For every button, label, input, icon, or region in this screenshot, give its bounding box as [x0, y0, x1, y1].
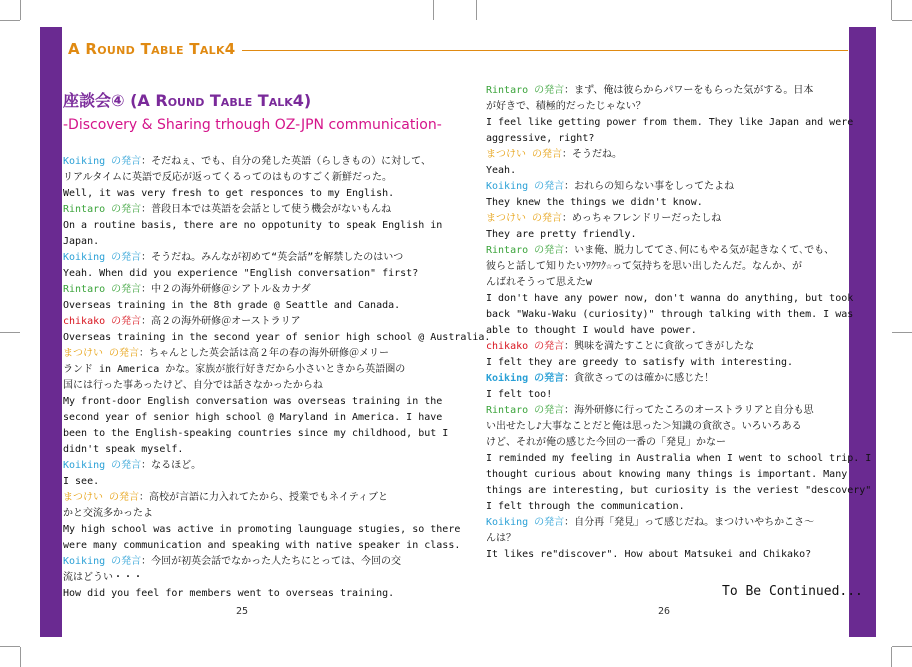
- dialogue-speaker-line: [486, 403, 846, 419]
- dialogue-text: back "Waku-Waku (curiosity)" through talking with them. I was: [486, 309, 854, 320]
- dialogue-line: [486, 323, 846, 339]
- crop-mark: [0, 332, 20, 333]
- dialogue-text: aggressive, right?: [486, 133, 595, 144]
- dialogue-line: [486, 195, 846, 211]
- dialogue-line: [63, 330, 491, 346]
- speaker-label: Koiking の発言: [63, 460, 142, 471]
- speaker-label: Koiking の発言: [63, 156, 142, 167]
- dialogue-line: [486, 531, 846, 547]
- speaker-label: Rintaro の発言: [63, 284, 142, 295]
- dialogue-line: [63, 298, 433, 314]
- crop-mark: [892, 332, 912, 333]
- page-number-right: 26: [658, 606, 671, 617]
- dialogue-text: I don't have any power now, don't wanna do anything, but took: [486, 293, 854, 304]
- dialogue-line: [63, 170, 433, 186]
- dialogue-text: thought curious about knowing many things is important. Many: [486, 469, 848, 480]
- crop-mark: [891, 0, 892, 20]
- speaker-label: Rintaro の発言: [486, 405, 565, 416]
- dialogue-text: ：ちゃんとした英会話は高２年の春の海外研修＠メリー: [139, 348, 390, 359]
- dialogue-line: [63, 586, 433, 602]
- dialogue-text: ：そだねぇ、でも、自分の発した英語（らしきもの）に対して、: [141, 156, 431, 167]
- dialogue-line: [486, 451, 872, 467]
- dialogue-text: I see.: [63, 476, 100, 487]
- dialogue-text: ：興味を満たすことに貪欲ってきがしたな: [564, 341, 755, 352]
- dialogue-text: My front-door English conversation was overseas training in the: [63, 396, 443, 407]
- dialogue-line: [486, 355, 846, 371]
- dialogue-line: [486, 291, 854, 307]
- dialogue-speaker-line: [63, 202, 433, 218]
- dialogue-line: [63, 218, 443, 234]
- dialogue-text: ：海外研修に行ってたころのオーストラリアと自分も思: [564, 405, 814, 416]
- dialogue-speaker-line: [486, 371, 846, 387]
- speaker-label: Koiking の発言: [486, 373, 565, 384]
- left-page-side-bar: [40, 27, 62, 637]
- dialogue-speaker-line: [63, 458, 433, 474]
- left-page-text: [63, 154, 491, 602]
- dialogue-speaker-line: [63, 154, 433, 170]
- crop-mark: [892, 20, 912, 21]
- dialogue-text: 国には行った事あったけど、自分では話さなかったからね: [63, 380, 323, 391]
- dialogue-line: [63, 378, 433, 394]
- dialogue-speaker-line: [63, 554, 433, 570]
- section-heading: 座談会④ (A Round Table Talk4): [63, 91, 312, 110]
- crop-mark: [0, 20, 20, 21]
- dialogue-text: Overseas training in the second year of senior high school @ Australia.: [63, 332, 491, 343]
- dialogue-speaker-line: [486, 243, 846, 259]
- dialogue-text: ：自分再「発見」って感じだね。まつけいやちかこさ～: [564, 517, 815, 528]
- dialogue-text: 流はどうい・・・: [63, 572, 143, 583]
- dialogue-text: んは？: [486, 533, 516, 544]
- dialogue-text: ：普段日本では英語を会話として使う機会がないもんね: [141, 204, 392, 215]
- dialogue-line: [63, 538, 461, 554]
- dialogue-text: ：中２の海外研修＠シアトル＆カナダ: [141, 284, 311, 295]
- dialogue-speaker-line: [63, 490, 433, 506]
- dialogue-line: [486, 99, 846, 115]
- dialogue-text: They knew the things we didn't know.: [486, 197, 703, 208]
- dialogue-text: Well, it was very fresh to get responces to my English.: [63, 188, 395, 199]
- speaker-label: まつけい の発言: [486, 213, 563, 224]
- speaker-label: Rintaro の発言: [486, 85, 565, 96]
- dialogue-text: Japan.: [63, 236, 100, 247]
- page-number-left: 25: [236, 606, 249, 617]
- dialogue-text: けど、それが俺の感じた今回の一番の「発見」かなー: [486, 437, 726, 448]
- dialogue-speaker-line: [63, 346, 433, 362]
- dialogue-line: [63, 410, 443, 426]
- speaker-label: まつけい の発言: [486, 149, 563, 160]
- dialogue-text: How did you feel for members went to overseas training.: [63, 588, 395, 599]
- dialogue-speaker-line: [63, 282, 433, 298]
- dialogue-text: My high school was active in promoting launguage stugies, so there: [63, 524, 461, 535]
- dialogue-line: [63, 570, 433, 586]
- dialogue-text: I felt too!: [486, 389, 553, 400]
- dialogue-text: I reminded my feeling in Australia when I went to school trip. I: [486, 453, 872, 464]
- speaker-label: まつけい の発言: [63, 348, 140, 359]
- dialogue-text: ：貪欲さってのは確かに感じた！: [564, 373, 715, 384]
- dialogue-text: い出せたし♪大事なことだと俺は思った＞知識の貪欲さ。いろいろある: [486, 421, 802, 432]
- dialogue-text: ：高２の海外研修＠オーストラリア: [141, 316, 301, 327]
- dialogue-text: able to thought I would have power.: [486, 325, 697, 336]
- dialogue-text: been to the English-speaking countries since my childhood, but I: [63, 428, 449, 439]
- crop-mark: [476, 0, 477, 20]
- crop-mark: [0, 646, 20, 647]
- dialogue-line: [63, 186, 433, 202]
- dialogue-text: が好きで、積極的だったじゃない？: [486, 101, 646, 112]
- dialogue-text: didn't speak myself.: [63, 444, 184, 455]
- speaker-label: Koiking の発言: [486, 517, 565, 528]
- speaker-label: Koiking の発言: [486, 181, 565, 192]
- dialogue-line: [486, 435, 846, 451]
- dialogue-text: Yeah.: [486, 165, 517, 176]
- dialogue-line: [63, 474, 433, 490]
- dialogue-text: 彼らと話して知りたいﾜｸﾜｸ☆って気持ちを思い出したんだ。なんか、が: [486, 261, 803, 272]
- dialogue-line: [63, 394, 443, 410]
- dialogue-line: [63, 234, 433, 250]
- dialogue-text: ：めっちゃフレンドリーだったしね: [562, 213, 722, 224]
- speaker-label: Koiking の発言: [63, 252, 142, 263]
- crop-mark: [20, 0, 21, 20]
- dialogue-speaker-line: [486, 179, 846, 195]
- header-rule: [242, 50, 848, 51]
- speaker-label: chikako の発言: [486, 341, 565, 352]
- section-subheading: -Discovery & Sharing trhough OZ-JPN communication-: [63, 117, 442, 133]
- speaker-label: Koiking の発言: [63, 556, 142, 567]
- dialogue-speaker-line: [486, 83, 846, 99]
- crop-mark: [892, 646, 912, 647]
- dialogue-line: [486, 499, 846, 515]
- dialogue-text: I feel like getting power from them. They like Japan and were: [486, 117, 854, 128]
- dialogue-line: [63, 362, 433, 378]
- dialogue-text: second year of senior high school @ Maryland in America. I have: [63, 412, 443, 423]
- dialogue-line: [486, 259, 846, 275]
- dialogue-line: [486, 131, 846, 147]
- dialogue-text: かと交流多かったよ: [63, 508, 153, 519]
- crop-mark: [891, 647, 892, 667]
- dialogue-text: They are pretty friendly.: [486, 229, 637, 240]
- dialogue-text: ：高校が言語に力入れてたから、授業でもネイティブと: [139, 492, 389, 503]
- dialogue-line: [486, 419, 846, 435]
- speaker-label: まつけい の発言: [63, 492, 140, 503]
- dialogue-text: ：そうだね。みんなが初めて“英会話”を解禁したのはいつ: [141, 252, 404, 263]
- dialogue-text: Yeah. When did you experience "English conversation" first?: [63, 268, 419, 279]
- dialogue-text: Overseas training in the 8th grade @ Seattle and Canada.: [63, 300, 401, 311]
- dialogue-text: It likes re"discover". How about Matsukei and Chikako?: [486, 549, 812, 560]
- dialogue-speaker-line: [486, 211, 846, 227]
- crop-mark: [20, 647, 21, 667]
- dialogue-line: [486, 115, 854, 131]
- dialogue-text: リアルタイムに英語で反応が返ってくるってのはものすごく新鮮だった。: [63, 172, 392, 183]
- dialogue-line: [486, 467, 846, 483]
- dialogue-speaker-line: [486, 147, 846, 163]
- dialogue-line: [63, 442, 433, 458]
- header-title: A Round Table Talk4: [68, 40, 236, 58]
- dialogue-text: were many communication and speaking with native speaker in class.: [63, 540, 461, 551]
- crop-mark: [433, 0, 434, 20]
- dialogue-line: [486, 275, 846, 291]
- page-header: [68, 40, 848, 58]
- dialogue-line: [63, 522, 461, 538]
- dialogue-text: ：なるほど。: [141, 460, 202, 471]
- dialogue-line: [63, 266, 433, 282]
- dialogue-text: ：まず、俺は彼らからパワーをもらった気がする。日本: [564, 85, 814, 96]
- dialogue-speaker-line: [63, 314, 433, 330]
- dialogue-text: ：おれらの知らない事をしってたよね: [564, 181, 735, 192]
- speaker-label: Rintaro の発言: [63, 204, 142, 215]
- dialogue-text: んばれそうって思えたw: [486, 277, 593, 288]
- dialogue-line: [63, 506, 433, 522]
- dialogue-line: [486, 483, 872, 499]
- dialogue-text: I felt through the communication.: [486, 501, 685, 512]
- dialogue-text: things are interesting, but curiosity is the veriest "descovery": [486, 485, 872, 496]
- dialogue-line: [486, 547, 846, 563]
- dialogue-text: ：そうだね。: [562, 149, 623, 160]
- dialogue-text: On a routine basis, there are no oppotunity to speak English in: [63, 220, 443, 231]
- dialogue-text: ：今回が初英会話でなかった人たちにとっては、今回の交: [141, 556, 401, 567]
- speaker-label: chikako の発言: [63, 316, 142, 327]
- right-page-text: [486, 83, 872, 563]
- dialogue-text: ：いま俺、脱力しててさ､何にもやる気が起きなくて､でも、: [564, 245, 835, 256]
- speaker-label: Rintaro の発言: [486, 245, 565, 256]
- dialogue-speaker-line: [486, 515, 846, 531]
- dialogue-line: [486, 227, 846, 243]
- dialogue-line: [486, 163, 846, 179]
- dialogue-line: [486, 307, 854, 323]
- dialogue-line: [63, 426, 449, 442]
- to-be-continued: To Be Continued...: [722, 584, 863, 599]
- dialogue-speaker-line: [486, 339, 846, 355]
- dialogue-line: [486, 387, 846, 403]
- dialogue-text: I felt they are greedy to satisfy with interesting.: [486, 357, 794, 368]
- dialogue-text: ランド in America かな。家族が旅行好きだから小さいときから英語圏の: [63, 364, 406, 375]
- dialogue-speaker-line: [63, 250, 433, 266]
